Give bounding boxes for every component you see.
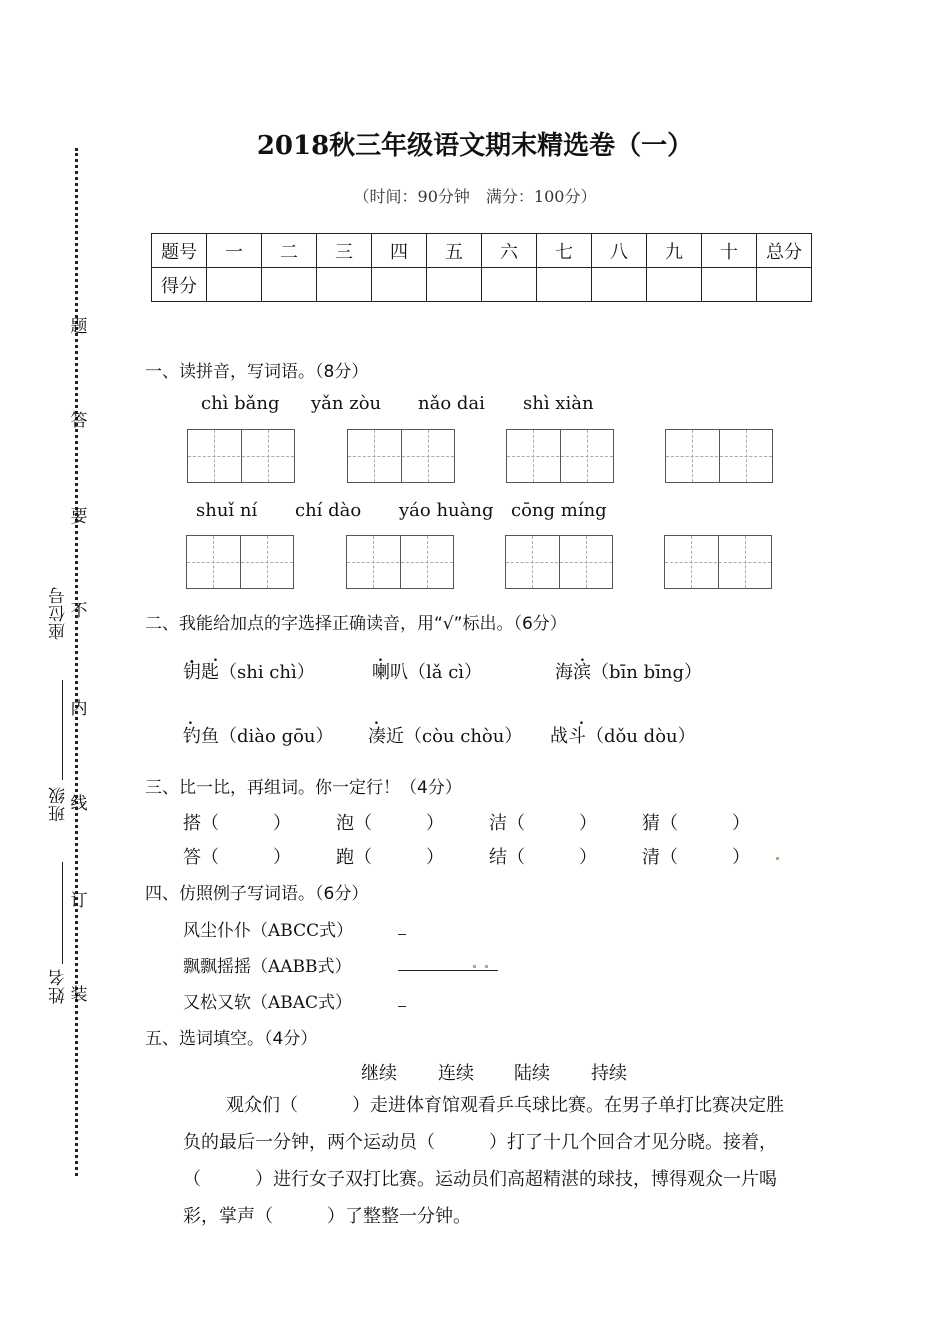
- score-table: [151, 233, 812, 302]
- seat-number-line: [62, 680, 63, 780]
- emphasis-dot: .: [213, 649, 218, 665]
- answer-blank[interactable]: [398, 992, 406, 1007]
- compare-word-item[interactable]: 泡（ ）: [336, 813, 444, 834]
- compare-word-item[interactable]: 搭（ ）: [183, 813, 291, 834]
- binding-char: 题: [70, 317, 88, 337]
- score-input-cell[interactable]: [262, 268, 317, 302]
- name-label: 姓名: [49, 968, 69, 1004]
- class-label: 班级: [49, 786, 69, 822]
- writing-grid[interactable]: [187, 429, 295, 483]
- word-choice: 继续: [361, 1063, 397, 1084]
- compare-word-item[interactable]: 洁（ ）: [489, 813, 597, 834]
- emphasis-dot: .: [580, 649, 585, 665]
- binding-char: 线: [70, 794, 88, 814]
- pronunciation-item-text: 海滨（bīn bīng）: [555, 662, 702, 683]
- stray-mark: [473, 965, 476, 968]
- compare-word-item[interactable]: 清（ ）: [642, 847, 750, 868]
- answer-blank[interactable]: [398, 956, 498, 971]
- section-5-heading: 五、选词填空。（4分）: [145, 1029, 318, 1049]
- table-cell: 三: [317, 234, 372, 268]
- emphasis-dot: .: [188, 712, 193, 728]
- pinyin-label: nǎo dai: [418, 393, 485, 414]
- pronunciation-item[interactable]: [183, 658, 315, 684]
- stray-mark: [485, 965, 488, 968]
- pinyin-label: yáo huàng: [399, 500, 494, 521]
- section-3-heading: 三、比一比，再组词。你一定行！（4分）: [145, 778, 462, 798]
- table-cell: 一: [207, 234, 262, 268]
- stray-mark: [776, 857, 779, 860]
- score-input-cell[interactable]: [482, 268, 537, 302]
- score-input-cell[interactable]: [757, 268, 812, 302]
- writing-grid[interactable]: [346, 535, 454, 589]
- binding-char: 答: [70, 411, 88, 431]
- score-input-cell[interactable]: [317, 268, 372, 302]
- example-word: 风尘仆仆（ABCC式）: [183, 921, 354, 941]
- word-choice: 连续: [438, 1063, 474, 1084]
- passage-line: （ ）进行女子双打比赛。运动员们高超精湛的球技，博得观众一片喝: [183, 1169, 777, 1190]
- pronunciation-item[interactable]: [555, 658, 702, 684]
- writing-grid[interactable]: [505, 535, 613, 589]
- binding-dotted-line: [75, 148, 78, 1176]
- writing-grid[interactable]: [186, 535, 294, 589]
- pinyin-label: chì bǎng: [201, 393, 280, 414]
- score-input-cell[interactable]: [207, 268, 262, 302]
- seat-number-label: 座位号: [49, 586, 69, 640]
- pronunciation-item[interactable]: [183, 722, 334, 748]
- pinyin-label: cōng míng: [511, 500, 607, 521]
- class-line: [62, 862, 63, 964]
- table-cell: 七: [537, 234, 592, 268]
- table-cell: 十: [702, 234, 757, 268]
- table-cell: 题号: [152, 234, 207, 268]
- score-input-cell[interactable]: [702, 268, 757, 302]
- example-word: 又松又软（ABAC式）: [183, 993, 353, 1013]
- binding-char: 内: [70, 699, 88, 719]
- pronunciation-item-text: 喇叭（lǎ cì）: [372, 662, 483, 683]
- binding-char: 不: [70, 601, 88, 621]
- pronunciation-item-text: 钥匙（shi chì）: [183, 662, 315, 683]
- emphasis-dot: .: [374, 712, 379, 728]
- answer-blank[interactable]: [398, 920, 406, 935]
- score-table-score-row: [152, 268, 812, 302]
- writing-grid[interactable]: [347, 429, 455, 483]
- compare-word-item[interactable]: 结（ ）: [489, 847, 597, 868]
- table-cell: 四: [372, 234, 427, 268]
- table-cell: 得分: [152, 268, 207, 302]
- table-cell: 八: [592, 234, 647, 268]
- section-2-heading: 二、我能给加点的字选择正确读音，用“√”标出。（6分）: [145, 614, 567, 634]
- compare-word-item[interactable]: 跑（ ）: [336, 847, 444, 868]
- section-1-heading: 一、读拼音，写词语。（8分）: [145, 362, 369, 382]
- passage-line: 负的最后一分钟，两个运动员（ ）打了十几个回合才见分晓。接着，: [183, 1132, 777, 1153]
- table-cell: 六: [482, 234, 537, 268]
- emphasis-dot: .: [579, 712, 584, 728]
- binding-char: 装: [70, 985, 88, 1005]
- pronunciation-item-text: 凑近（còu chòu）: [368, 726, 523, 747]
- pronunciation-item-text: 战斗（dǒu dòu）: [550, 726, 696, 747]
- binding-char: 要: [70, 507, 88, 527]
- pinyin-label: yǎn zòu: [311, 393, 382, 414]
- pinyin-label: chí dào: [295, 500, 362, 521]
- writing-grid[interactable]: [506, 429, 614, 483]
- section-4-heading: 四、仿照例子写词语。（6分）: [145, 884, 369, 904]
- word-choice: 持续: [591, 1063, 627, 1084]
- binding-char: 订: [70, 891, 88, 911]
- pinyin-label: shuǐ ní: [196, 500, 258, 521]
- page-title: 2018秋三年级语文期末精选卷（一）: [256, 131, 694, 161]
- table-cell: 二: [262, 234, 317, 268]
- score-input-cell[interactable]: [537, 268, 592, 302]
- pronunciation-item[interactable]: [368, 722, 522, 748]
- compare-word-item[interactable]: 答（ ）: [183, 847, 291, 868]
- score-input-cell[interactable]: [427, 268, 482, 302]
- table-cell: 九: [647, 234, 702, 268]
- passage-line: 观众们（ ）走进体育馆观看乒乓球比赛。在男子单打比赛决定胜: [226, 1095, 784, 1116]
- pronunciation-item-text: 钓鱼（diào gōu）: [183, 726, 334, 747]
- example-word: 飘飘摇摇（AABB式）: [183, 957, 352, 977]
- table-cell: 五: [427, 234, 482, 268]
- writing-grid[interactable]: [664, 535, 772, 589]
- score-input-cell[interactable]: [592, 268, 647, 302]
- pinyin-label: shì xiàn: [523, 393, 594, 414]
- exam-info: （时间：90分钟 满分：100分）: [353, 187, 597, 206]
- passage-line: 彩，掌声（ ）了整整一分钟。: [183, 1206, 471, 1227]
- score-input-cell[interactable]: [647, 268, 702, 302]
- pronunciation-item[interactable]: [550, 722, 696, 748]
- score-table-header-row: [152, 234, 812, 268]
- pronunciation-item[interactable]: [372, 658, 482, 684]
- emphasis-dot: .: [378, 649, 383, 665]
- score-input-cell[interactable]: [372, 268, 427, 302]
- table-cell: 总分: [757, 234, 812, 268]
- word-choice: 陆续: [514, 1063, 550, 1084]
- compare-word-item[interactable]: 猜（ ）: [642, 813, 750, 834]
- writing-grid[interactable]: [665, 429, 773, 483]
